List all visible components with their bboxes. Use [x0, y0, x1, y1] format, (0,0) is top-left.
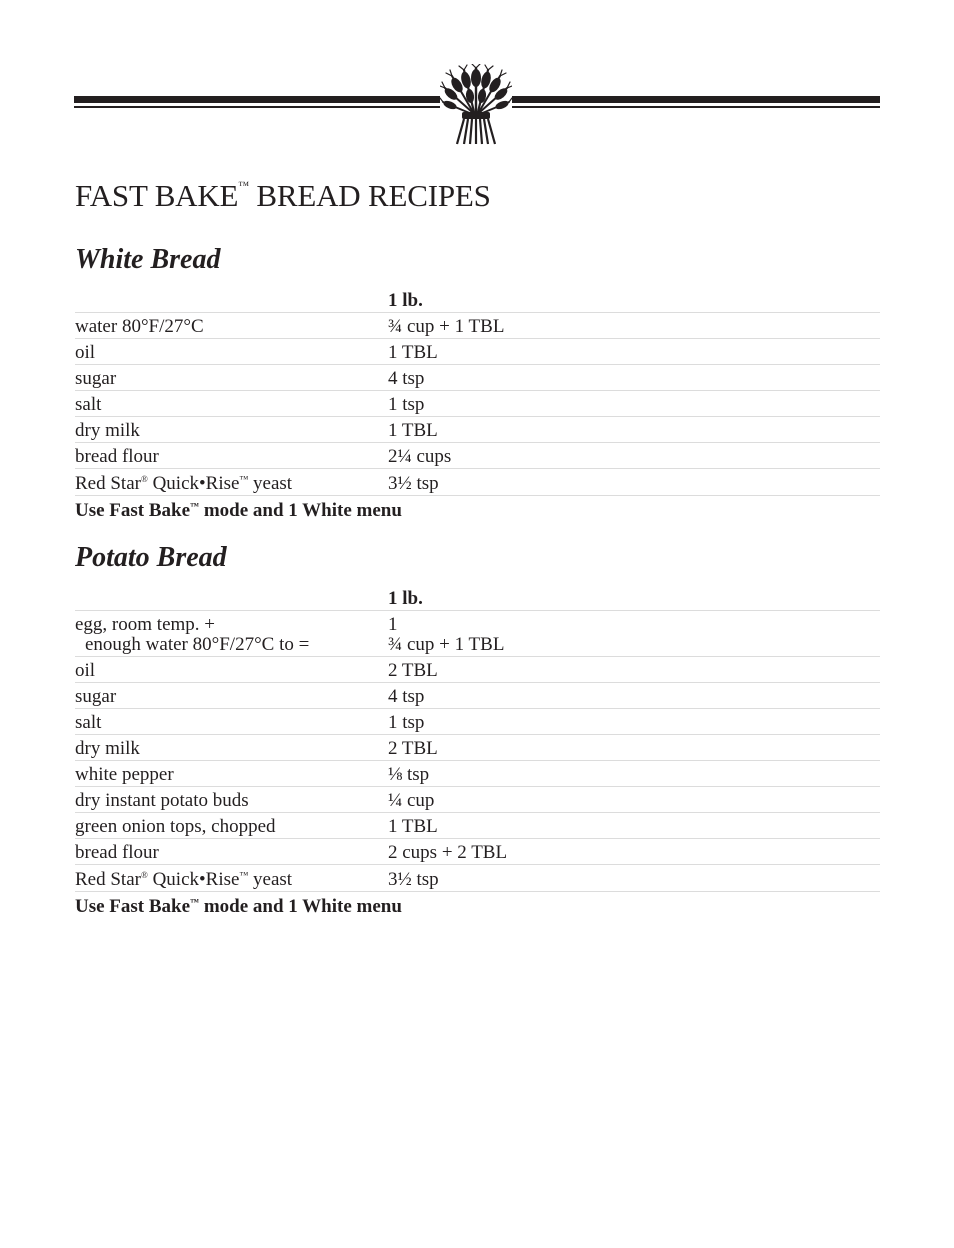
ingredient-amount: 1 TBL: [388, 813, 880, 839]
ingredient-row: [75, 365, 880, 391]
title-main: FAST BAKE: [75, 178, 239, 213]
ingredient-amount: 1 tsp: [388, 709, 880, 735]
ingredient-row: [75, 709, 880, 735]
ingredient-row: [75, 865, 880, 892]
ingredient-row: [75, 611, 880, 657]
yeast-word: yeast: [248, 869, 293, 890]
ingredient-amount: 1 tsp: [388, 391, 880, 417]
ingredient-name: oil: [75, 657, 388, 683]
ingredient-name: dry milk: [75, 735, 388, 761]
trademark-mark: ™: [190, 897, 200, 907]
title-rest: BREAD RECIPES: [248, 178, 491, 213]
ingredient-row: [75, 469, 880, 496]
ingredient-row: [75, 657, 880, 683]
ingredient-line-1: egg, room temp. +: [75, 614, 215, 635]
yeast-brand: Red Star: [75, 869, 141, 890]
recipe-title-white-bread: White Bread: [75, 244, 221, 275]
ingredient-row: [75, 735, 880, 761]
size-label: 1 lb.: [388, 287, 880, 313]
ingredient-row: [75, 391, 880, 417]
registered-mark: ®: [140, 474, 148, 484]
header-rule-right: [512, 96, 880, 110]
ingredient-row: [75, 813, 880, 839]
registered-mark: ®: [140, 870, 148, 880]
ingredient-row: [75, 683, 880, 709]
ingredient-name: sugar: [75, 683, 388, 709]
ingredient-amount: ¾ cup + 1 TBL: [388, 313, 880, 339]
trademark-mark: ™: [239, 870, 249, 880]
ingredient-name: bread flour: [75, 443, 388, 469]
ingredient-row: [75, 313, 880, 339]
ingredient-amount: 3½ tsp: [388, 865, 880, 892]
trademark-mark: ™: [190, 501, 200, 511]
ingredient-name: water 80°F/27°C: [75, 313, 388, 339]
ingredient-row: [75, 417, 880, 443]
ingredient-amount: 2 TBL: [388, 657, 880, 683]
mode-text-a: Use Fast Bake: [75, 896, 191, 917]
ingredient-row: [75, 443, 880, 469]
ingredient-name: salt: [75, 709, 388, 735]
ingredient-row: [75, 787, 880, 813]
ingredient-name: white pepper: [75, 761, 388, 787]
ingredient-name: [75, 611, 388, 657]
recipe-title-potato-bread: Potato Bread: [75, 542, 227, 573]
ingredient-amount: 2 TBL: [388, 735, 880, 761]
yeast-brand: Red Star: [75, 473, 141, 494]
ingredient-amount: 1 TBL: [388, 417, 880, 443]
ingredient-line-2: enough water 80°F/27°C to =: [85, 634, 310, 655]
trademark-mark: ™: [238, 180, 249, 192]
ingredient-name: dry instant potato buds: [75, 787, 388, 813]
ingredient-name: dry milk: [75, 417, 388, 443]
size-row: [75, 585, 880, 611]
header-rule-left: [74, 96, 440, 110]
ingredient-amount: 3½ tsp: [388, 469, 880, 496]
yeast-word: yeast: [248, 473, 293, 494]
amount-line-2: ¾ cup + 1 TBL: [388, 634, 505, 655]
size-label: 1 lb.: [388, 585, 880, 611]
mode-instruction: [75, 892, 880, 919]
ingredient-amount: 1 TBL: [388, 339, 880, 365]
ingredient-name: sugar: [75, 365, 388, 391]
ingredient-amount: [388, 611, 880, 657]
ingredient-name: green onion tops, chopped: [75, 813, 388, 839]
ingredient-row: [75, 839, 880, 865]
ingredient-row: [75, 339, 880, 365]
ingredient-name: salt: [75, 391, 388, 417]
ingredient-name: oil: [75, 339, 388, 365]
ingredient-amount: 2¼ cups: [388, 443, 880, 469]
ingredient-amount: ⅛ tsp: [388, 761, 880, 787]
ingredient-name: bread flour: [75, 839, 388, 865]
page-title: [75, 178, 491, 214]
ingredient-amount: 4 tsp: [388, 683, 880, 709]
ingredient-amount: 4 tsp: [388, 365, 880, 391]
mode-text-a: Use Fast Bake: [75, 500, 191, 521]
ingredient-name: [75, 469, 388, 496]
wheat-sheaf-icon: [440, 64, 512, 146]
ingredient-amount: 2 cups + 2 TBL: [388, 839, 880, 865]
recipe-table-white-bread: [75, 287, 880, 522]
yeast-product: Quick•Rise: [147, 869, 240, 890]
ingredient-amount: ¼ cup: [388, 787, 880, 813]
mode-text-b: mode and 1 White menu: [199, 896, 402, 917]
recipe-table-potato-bread: [75, 585, 880, 918]
mode-text-b: mode and 1 White menu: [199, 500, 402, 521]
amount-line-1: 1: [388, 614, 398, 635]
ingredient-row: [75, 761, 880, 787]
ingredient-name: [75, 865, 388, 892]
yeast-product: Quick•Rise: [147, 473, 240, 494]
trademark-mark: ™: [239, 474, 249, 484]
mode-instruction: [75, 496, 880, 523]
size-row: [75, 287, 880, 313]
